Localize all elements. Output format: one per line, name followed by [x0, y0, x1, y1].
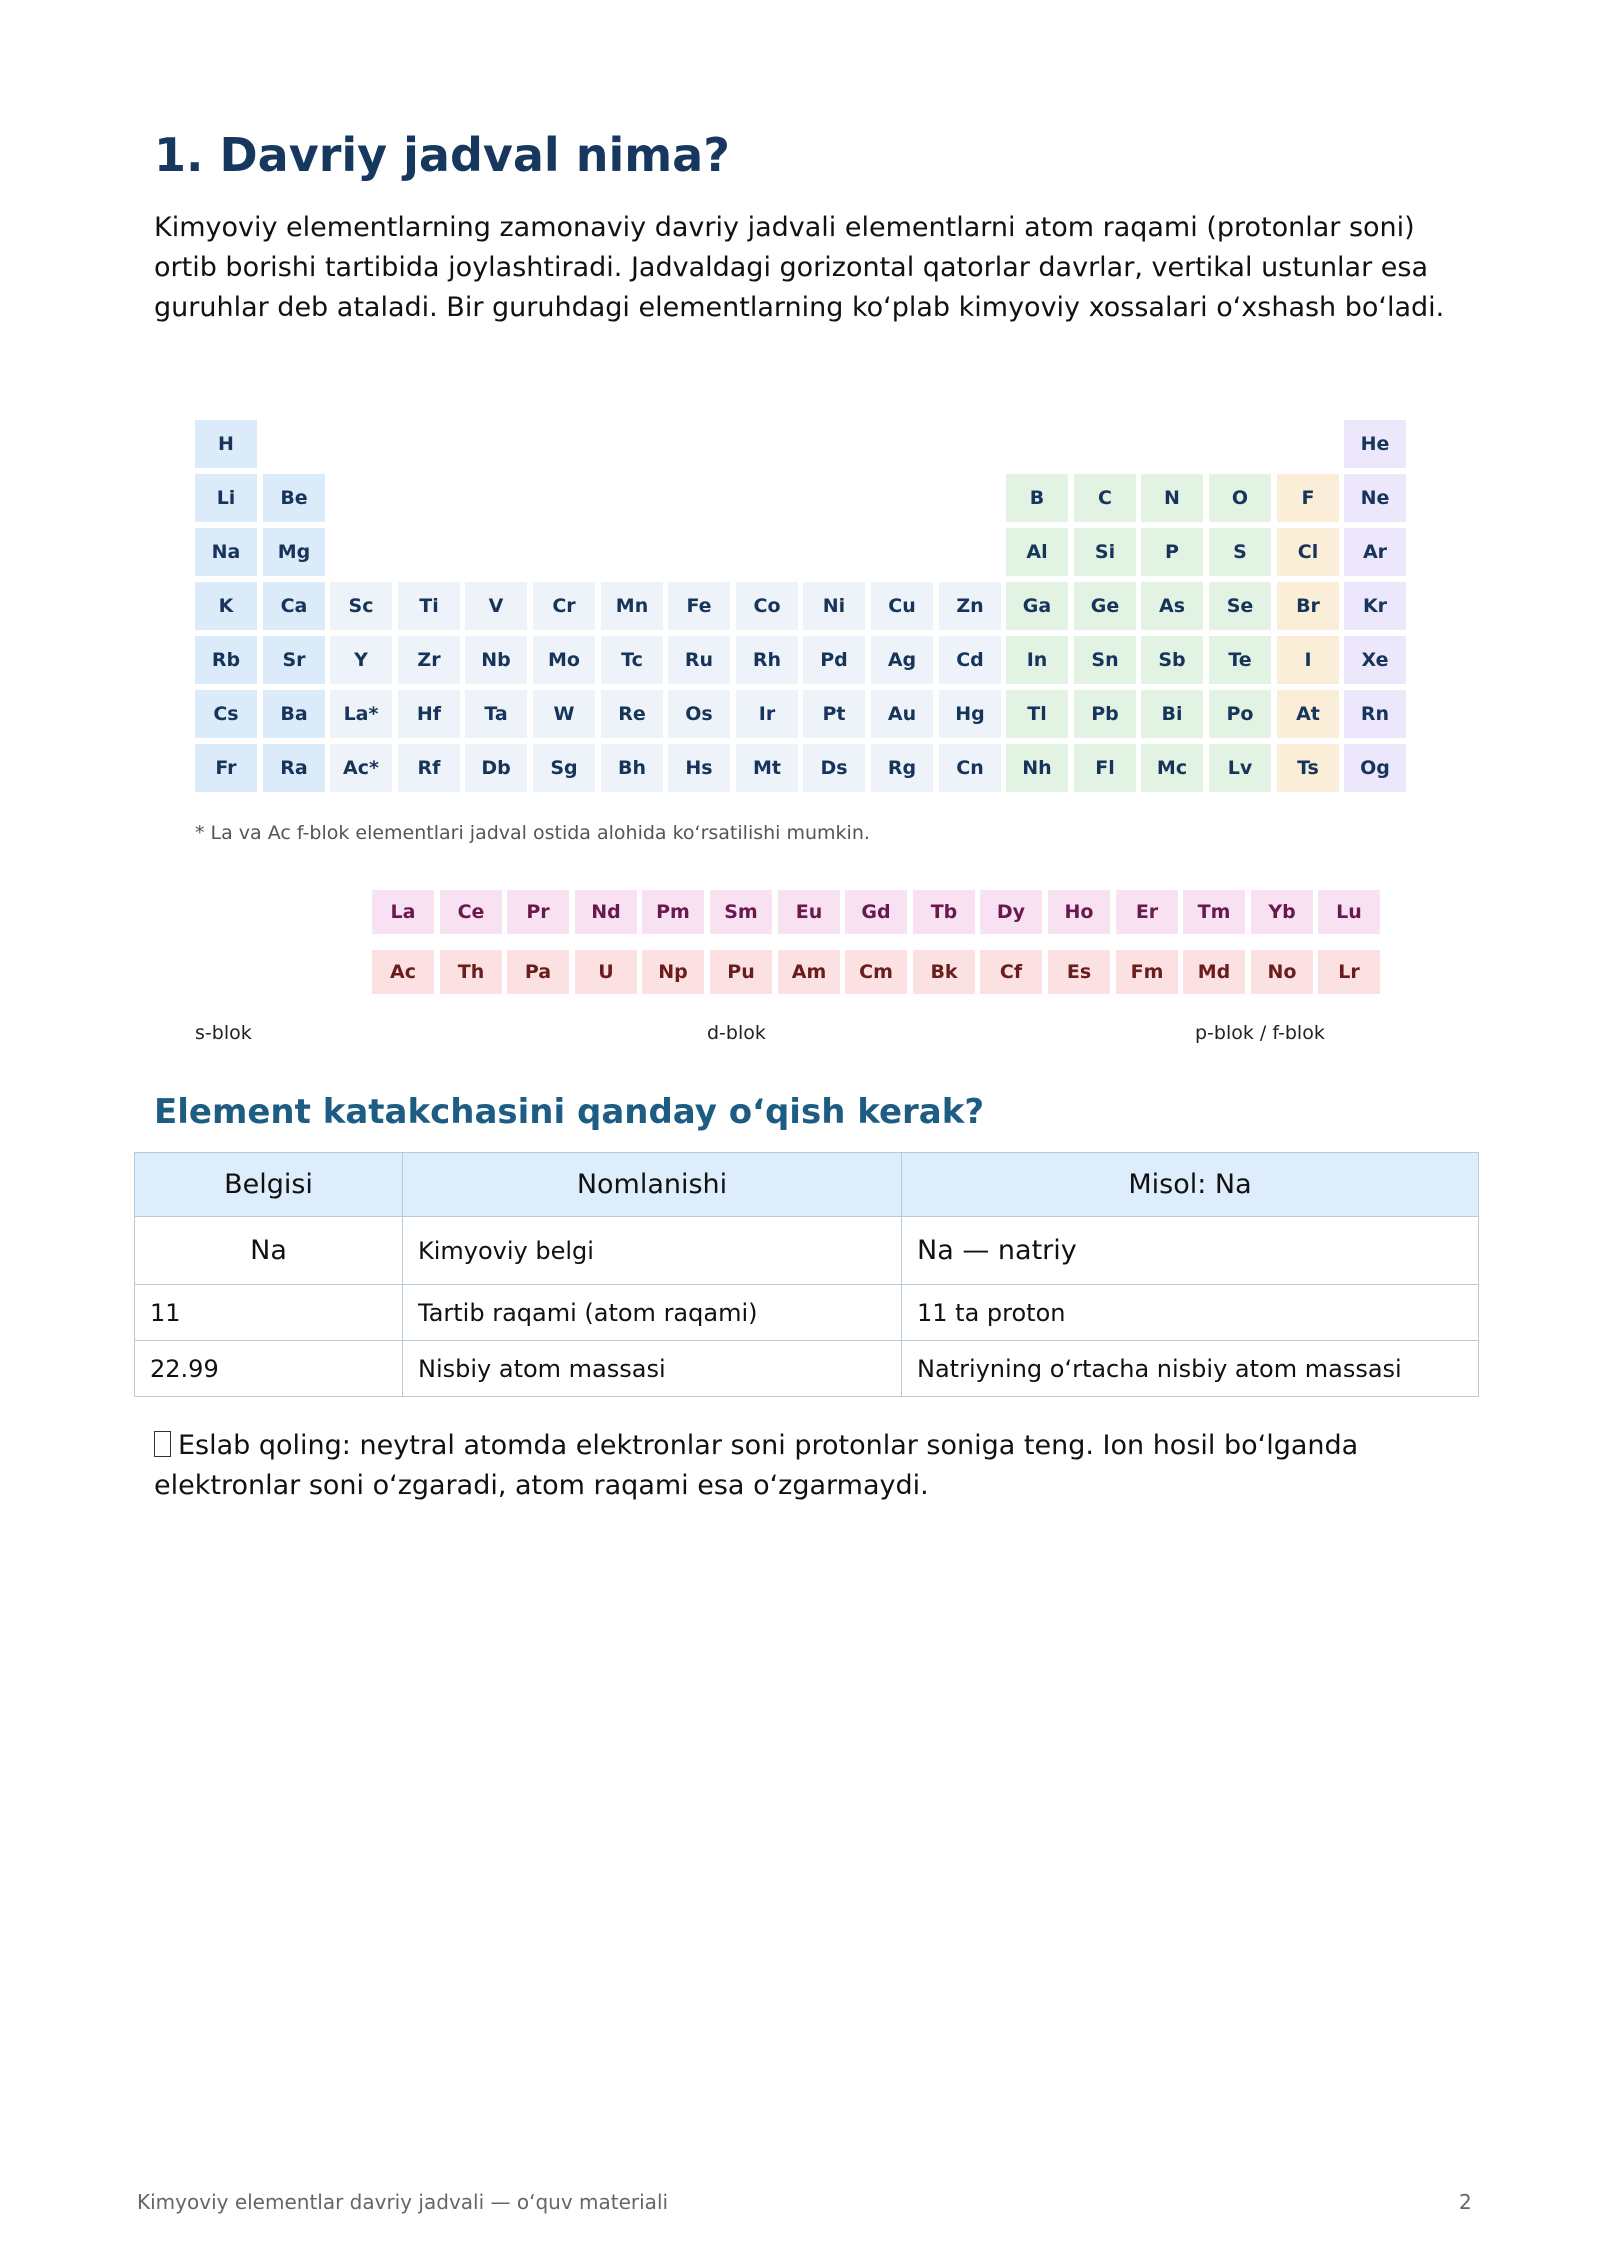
element-cell: Si [1074, 528, 1136, 576]
actinide-cell: Am [778, 950, 840, 994]
element-cell: Bh [601, 744, 663, 792]
element-cell: Sc [330, 582, 392, 630]
element-cell: Ts [1277, 744, 1339, 792]
element-cell: Os [668, 690, 730, 738]
element-cell: K [195, 582, 257, 630]
actinide-cell: Pu [710, 950, 772, 994]
element-cell: F [1277, 474, 1339, 522]
p-f-block-label: p-blok / f-blok [1195, 1022, 1325, 1044]
table-header: Misol: Na [902, 1153, 1479, 1217]
lanthanide-cell: Tb [913, 890, 975, 934]
element-cell: Rb [195, 636, 257, 684]
element-cell: Mt [736, 744, 798, 792]
element-cell: Bi [1141, 690, 1203, 738]
element-cell: Rf [398, 744, 460, 792]
element-cell: Nb [465, 636, 527, 684]
table-cell: Na [135, 1217, 403, 1285]
element-cell: Na [195, 528, 257, 576]
element-cell: Fe [668, 582, 730, 630]
element-cell: Sg [533, 744, 595, 792]
element-cell: Ra [263, 744, 325, 792]
element-cell: Ca [263, 582, 325, 630]
lanthanide-cell: Ho [1048, 890, 1110, 934]
lanthanide-cell: Nd [575, 890, 637, 934]
element-cell: Pt [803, 690, 865, 738]
table-cell: Tartib raqami (atom raqami) [403, 1285, 902, 1341]
element-cell: Al [1006, 528, 1068, 576]
element-cell: Ba [263, 690, 325, 738]
element-cell: S [1209, 528, 1271, 576]
element-cell: Ta [465, 690, 527, 738]
element-cell: H [195, 420, 257, 468]
actinide-cell: Fm [1116, 950, 1178, 994]
element-cell: Se [1209, 582, 1271, 630]
element-cell: Hg [939, 690, 1001, 738]
element-cell: Cr [533, 582, 595, 630]
actinide-cell: Es [1048, 950, 1110, 994]
element-cell: Tc [601, 636, 663, 684]
element-cell: Cs [195, 690, 257, 738]
element-cell: Ti [398, 582, 460, 630]
element-cell: N [1141, 474, 1203, 522]
element-cell: Cl [1277, 528, 1339, 576]
element-cell: Rh [736, 636, 798, 684]
intro-paragraph: Kimyoviy elementlarning zamonaviy davriy jadvali elementlarni atom raqami (protonlar soni) ortib borishi tartibida joylashtiradi. Jadvaldagi gorizontal qatorlar davrlar, vertikal ustunlar esa guruhlar deb ataladi. Bir guruhdagi elementlarning ko‘plab kimyoviy xossalari o‘xshash bo‘ladi. [154, 212, 1445, 323]
element-cell: Mg [263, 528, 325, 576]
element-cell: C [1074, 474, 1136, 522]
element-cell: Cu [871, 582, 933, 630]
element-cell: Cd [939, 636, 1001, 684]
element-cell: In [1006, 636, 1068, 684]
element-cell: O [1209, 474, 1271, 522]
element-cell: Ac* [330, 744, 392, 792]
element-cell: He [1344, 420, 1406, 468]
element-cell: Xe [1344, 636, 1406, 684]
element-cell: Li [195, 474, 257, 522]
table-header: Nomlanishi [403, 1153, 902, 1217]
actinide-cell: U [575, 950, 637, 994]
element-cell: Re [601, 690, 663, 738]
element-cell: Lv [1209, 744, 1271, 792]
lanthanide-cell: Lu [1318, 890, 1380, 934]
table-cell: 22.99 [135, 1341, 403, 1397]
element-cell: Br [1277, 582, 1339, 630]
element-cell: Fr [195, 744, 257, 792]
reminder-note [154, 1426, 1464, 1506]
page-title: 1. Davriy jadval nima? [154, 128, 730, 182]
table-row [135, 1217, 1479, 1285]
element-cell: Ni [803, 582, 865, 630]
reminder-text: Eslab qoling: neytral atomda elektronlar soni protonlar soniga teng. Ion hosil bo‘lganda elektronlar soni o‘zgaradi, atom raqami esa o‘zgarmaydi. [154, 1430, 1359, 1501]
element-cell: Ga [1006, 582, 1068, 630]
table-footnote: * La va Ac f-blok elementlari jadval ostida alohida ko‘rsatilishi mumkin. [195, 822, 870, 844]
lanthanide-cell: Er [1116, 890, 1178, 934]
table-cell: Na — natriy [902, 1217, 1479, 1285]
lanthanide-cell: Ce [440, 890, 502, 934]
actinide-cell: Th [440, 950, 502, 994]
element-cell: B [1006, 474, 1068, 522]
element-cell: Ds [803, 744, 865, 792]
element-cell: Ne [1344, 474, 1406, 522]
table-cell: 11 ta proton [902, 1285, 1479, 1341]
lanthanide-cell: Dy [980, 890, 1042, 934]
element-cell: Sb [1141, 636, 1203, 684]
element-cell: Hf [398, 690, 460, 738]
table-cell: Natriyning o‘rtacha nisbiy atom massasi [902, 1341, 1479, 1397]
table-header-row [135, 1153, 1479, 1217]
table-row [135, 1341, 1479, 1397]
lanthanide-cell: Tm [1183, 890, 1245, 934]
table-header: Belgisi [135, 1153, 403, 1217]
table-row [135, 1285, 1479, 1341]
element-cell: Fl [1074, 744, 1136, 792]
element-cell: Hs [668, 744, 730, 792]
actinide-cell: No [1251, 950, 1313, 994]
note-icon [154, 1431, 171, 1457]
footer-title: Kimyoviy elementlar davriy jadvali — o‘quv materiali [137, 2190, 669, 2214]
element-cell: Tl [1006, 690, 1068, 738]
table-cell: Nisbiy atom massasi [403, 1341, 902, 1397]
element-cell: Y [330, 636, 392, 684]
actinide-cell: Ac [372, 950, 434, 994]
actinide-cell: Cm [845, 950, 907, 994]
element-cell: W [533, 690, 595, 738]
element-cell: Au [871, 690, 933, 738]
section-subheading: Element katakchasini qanday o‘qish kerak? [154, 1092, 985, 1132]
lanthanide-cell: Sm [710, 890, 772, 934]
element-cell: Mc [1141, 744, 1203, 792]
element-cell: Rg [871, 744, 933, 792]
element-cell: Nh [1006, 744, 1068, 792]
lanthanide-cell: Yb [1251, 890, 1313, 934]
element-cell-table [134, 1152, 1479, 1397]
actinide-cell: Lr [1318, 950, 1380, 994]
element-cell: V [465, 582, 527, 630]
element-cell: Ir [736, 690, 798, 738]
element-cell: Be [263, 474, 325, 522]
actinide-cell: Bk [913, 950, 975, 994]
actinide-cell: Md [1183, 950, 1245, 994]
element-cell: At [1277, 690, 1339, 738]
element-cell: Mn [601, 582, 663, 630]
element-cell: Pb [1074, 690, 1136, 738]
element-cell: Sn [1074, 636, 1136, 684]
element-cell: Ge [1074, 582, 1136, 630]
element-cell: Sr [263, 636, 325, 684]
element-cell: Kr [1344, 582, 1406, 630]
lanthanide-cell: Eu [778, 890, 840, 934]
element-cell: Mo [533, 636, 595, 684]
element-cell: La* [330, 690, 392, 738]
element-cell: Cn [939, 744, 1001, 792]
d-block-label: d-blok [707, 1022, 766, 1044]
lanthanide-cell: Pr [507, 890, 569, 934]
table-cell: Kimyoviy belgi [403, 1217, 902, 1285]
element-cell: Co [736, 582, 798, 630]
element-cell: I [1277, 636, 1339, 684]
element-cell: Zn [939, 582, 1001, 630]
lanthanide-cell: La [372, 890, 434, 934]
actinide-cell: Np [642, 950, 704, 994]
element-cell: P [1141, 528, 1203, 576]
element-cell: Te [1209, 636, 1271, 684]
lanthanide-cell: Pm [642, 890, 704, 934]
page-number: 2 [1459, 2190, 1472, 2214]
element-cell: Og [1344, 744, 1406, 792]
element-cell: Po [1209, 690, 1271, 738]
table-cell: 11 [135, 1285, 403, 1341]
element-cell: Zr [398, 636, 460, 684]
actinide-cell: Pa [507, 950, 569, 994]
s-block-label: s-blok [195, 1022, 252, 1044]
element-cell: Db [465, 744, 527, 792]
actinide-cell: Cf [980, 950, 1042, 994]
element-cell: Ru [668, 636, 730, 684]
element-cell: Ar [1344, 528, 1406, 576]
element-cell: As [1141, 582, 1203, 630]
element-cell: Pd [803, 636, 865, 684]
element-cell: Ag [871, 636, 933, 684]
lanthanide-cell: Gd [845, 890, 907, 934]
element-cell: Rn [1344, 690, 1406, 738]
